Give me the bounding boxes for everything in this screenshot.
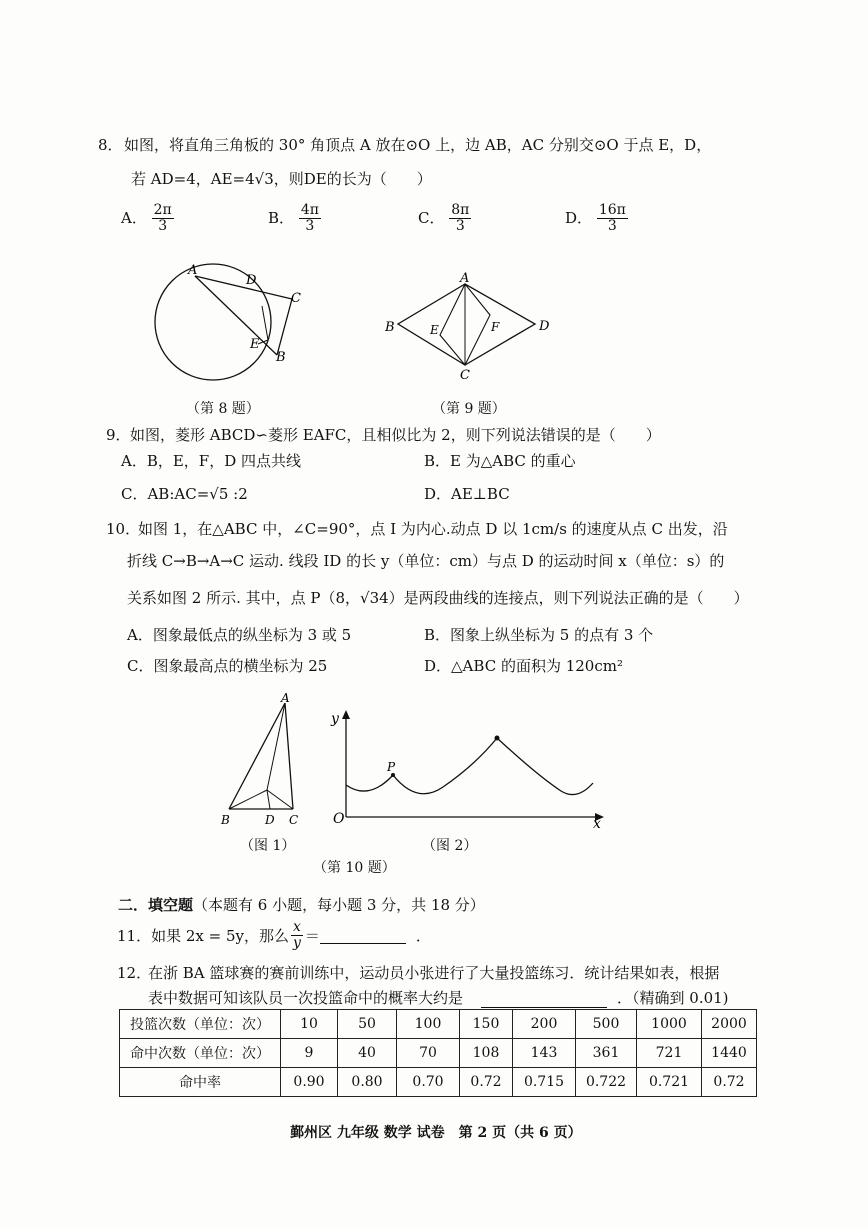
table-cell: 500 (576, 1010, 637, 1039)
y-axis-arrow (342, 710, 350, 719)
q12-number: 12． (117, 964, 152, 982)
table-header-cell: 命中次数（单位：次） (120, 1039, 281, 1068)
table-cell: 0.80 (338, 1068, 397, 1097)
table-cell: 0.72 (702, 1068, 757, 1097)
label-p: P (387, 760, 396, 774)
q10-option-d: D．△ABC 的面积为 120cm² (424, 657, 623, 675)
option-letter: A． (121, 208, 147, 227)
q10-option-b: B．图象上纵坐标为 5 的点有 3 个 (424, 626, 654, 644)
peak-point (495, 736, 500, 741)
label-a: A (460, 271, 470, 286)
q8-option-d (565, 203, 628, 235)
q8-line2: 若 AD=4，AE=4√3，则DE的长为（ ） (131, 170, 432, 188)
q10-line3: 关系如图 2 所示. 其中，点 P（8，√34）是两段曲线的连接点，则下列说法正确的是（ ） (127, 589, 749, 607)
table-cell: 200 (513, 1010, 576, 1039)
q8-figure (150, 258, 310, 393)
q11-end: ． (415, 927, 431, 946)
q9-figure-caption: （第 9 题） (432, 401, 506, 417)
table-cell: 0.70 (397, 1068, 460, 1097)
rhombus-abcd (398, 284, 535, 365)
q11 (117, 920, 431, 952)
table-cell: 1000 (637, 1010, 702, 1039)
table-cell: 1440 (702, 1039, 757, 1068)
label-c: C (460, 368, 470, 383)
table-cell: 108 (460, 1039, 513, 1068)
q9-text: 如图，菱形 ABCD∽菱形 EAFC，且相似比为 2，则下列说法错误的是（ ） (130, 426, 661, 444)
label-c: C (289, 813, 299, 827)
table-cell: 40 (338, 1039, 397, 1068)
q10-line1: 如图 1，在△ABC 中，∠C=90°，点 I 为内心.动点 D 以 1cm/s 的速度从点 C 出发，沿 (138, 520, 728, 538)
table-cell: 361 (576, 1039, 637, 1068)
label-a: A (281, 693, 290, 705)
q8-figure-caption: （第 8 题） (186, 401, 260, 417)
label-b: B (385, 320, 395, 335)
q10-option-c: C．图象最高点的横坐标为 25 (127, 657, 328, 675)
q11-number: 11． (117, 927, 152, 946)
option-letter: D． (565, 208, 593, 227)
option-denominator: 3 (158, 218, 168, 235)
q12-answer-blank[interactable] (481, 991, 607, 1008)
line-ai (267, 703, 285, 790)
option-numerator: 4π (300, 202, 319, 218)
q10-figure-1 (215, 693, 310, 828)
section-2-note: （本题有 6 小题，每小题 3 分，共 18 分） (193, 896, 485, 914)
side-ac (195, 276, 292, 299)
q12-line2-row (148, 987, 729, 1008)
q8-option-c (418, 203, 471, 235)
q8-option-b (268, 203, 321, 235)
q9-figure (380, 268, 560, 383)
option-denominator: 3 (305, 218, 315, 235)
q12-line1: 在浙 BA 篮球赛的赛前训练中，运动员小张进行了大量投篮练习．统计结果如表，根据 (148, 964, 720, 982)
label-f: F (491, 320, 500, 334)
label-d: D (246, 273, 257, 288)
q9-option-c: C．AB:AC=√5 :2 (121, 485, 248, 503)
label-c: C (291, 291, 301, 306)
q10-option-a: A．图象最低点的纵坐标为 3 或 5 (127, 626, 352, 644)
table-cell: 0.715 (513, 1068, 576, 1097)
q11-frac-numerator: x (293, 919, 301, 935)
q9-number: 9． (106, 426, 131, 444)
section-2-title: 二．填空题 (118, 896, 194, 914)
table-cell: 0.72 (460, 1068, 513, 1097)
label-d: D (265, 813, 275, 827)
table-cell: 143 (513, 1039, 576, 1068)
table-row (120, 1039, 757, 1068)
q10-fig1-caption: （图 1） (240, 838, 296, 854)
table-cell: 0.90 (281, 1068, 338, 1097)
side-ab (195, 276, 277, 355)
page-footer: 鄞州区 九年级 数学 试卷 第 2 页（共 6 页） (290, 1125, 582, 1141)
q12-stats-table (119, 1009, 757, 1097)
line-id (267, 790, 270, 809)
line-ic (267, 790, 293, 809)
option-denominator: 3 (455, 218, 465, 235)
table-row (120, 1068, 757, 1097)
table-cell: 10 (281, 1010, 338, 1039)
side-ab (229, 703, 285, 809)
table-header-cell: 命中率 (120, 1068, 281, 1097)
q10-fig2-caption: （图 2） (422, 838, 478, 854)
option-numerator: 8π (451, 202, 470, 218)
label-e: E (430, 323, 439, 337)
q11-frac-denominator: y (292, 935, 301, 952)
label-y: y (331, 711, 339, 727)
q12-line2: 表中数据可知该队员一次投篮命中的概率大约是 (148, 989, 464, 1007)
label-x: x (593, 816, 601, 830)
q8-line1: 如图，将直角三角板的 30° 角顶点 A 放在⊙O 上，边 AB，AC 分别交⊙O 于点 E，D， (124, 136, 712, 154)
table-cell: 721 (637, 1039, 702, 1068)
q10-line2: 折线 C→B→A→C 运动. 线段 ID 的长 y（单位：cm）与点 D 的运动时间 x（单位：s）的 (127, 552, 725, 570)
table-cell: 70 (397, 1039, 460, 1068)
q9-option-a: A．B，E，F，D 四点共线 (121, 452, 302, 470)
side-ac (285, 703, 293, 809)
table-cell: 100 (397, 1010, 460, 1039)
q9-option-d: D．AE⊥BC (424, 485, 510, 503)
option-letter: C． (418, 208, 445, 227)
q8-option-a (121, 203, 174, 235)
q12-line2-end: ．（精确到 0.01) (617, 989, 729, 1007)
table-cell: 50 (338, 1010, 397, 1039)
q10-figure-caption: （第 10 题） (313, 860, 396, 876)
table-cell: 150 (460, 1010, 513, 1039)
option-numerator: 16π (598, 202, 626, 218)
label-a: A (188, 263, 198, 278)
q8-number: 8． (98, 136, 123, 154)
table-row (120, 1010, 757, 1039)
q11-equals: ＝ (304, 927, 320, 946)
q9-option-b: B．E 为△ABC 的重心 (424, 452, 576, 470)
q11-answer-blank[interactable] (320, 927, 406, 944)
option-numerator: 2π (153, 202, 172, 218)
table-header-cell: 投篮次数（单位：次） (120, 1010, 281, 1039)
table-cell: 0.721 (637, 1068, 702, 1097)
label-b: B (221, 813, 230, 827)
curve (346, 738, 593, 795)
label-b: B (276, 350, 286, 365)
q10-number: 10． (106, 520, 141, 538)
table-cell: 9 (281, 1039, 338, 1068)
q10-figure-2 (325, 705, 610, 830)
table-cell: 0.722 (576, 1068, 637, 1097)
label-o: O (333, 811, 345, 827)
option-letter: B． (268, 208, 295, 227)
section-2-heading (118, 894, 485, 915)
label-d: D (539, 319, 550, 334)
option-denominator: 3 (607, 218, 617, 235)
q11-prefix: 如果 2x = 5y，那么 (151, 927, 289, 946)
table-cell: 2000 (702, 1010, 757, 1039)
side-bc (277, 299, 292, 355)
label-e: E (250, 337, 260, 352)
